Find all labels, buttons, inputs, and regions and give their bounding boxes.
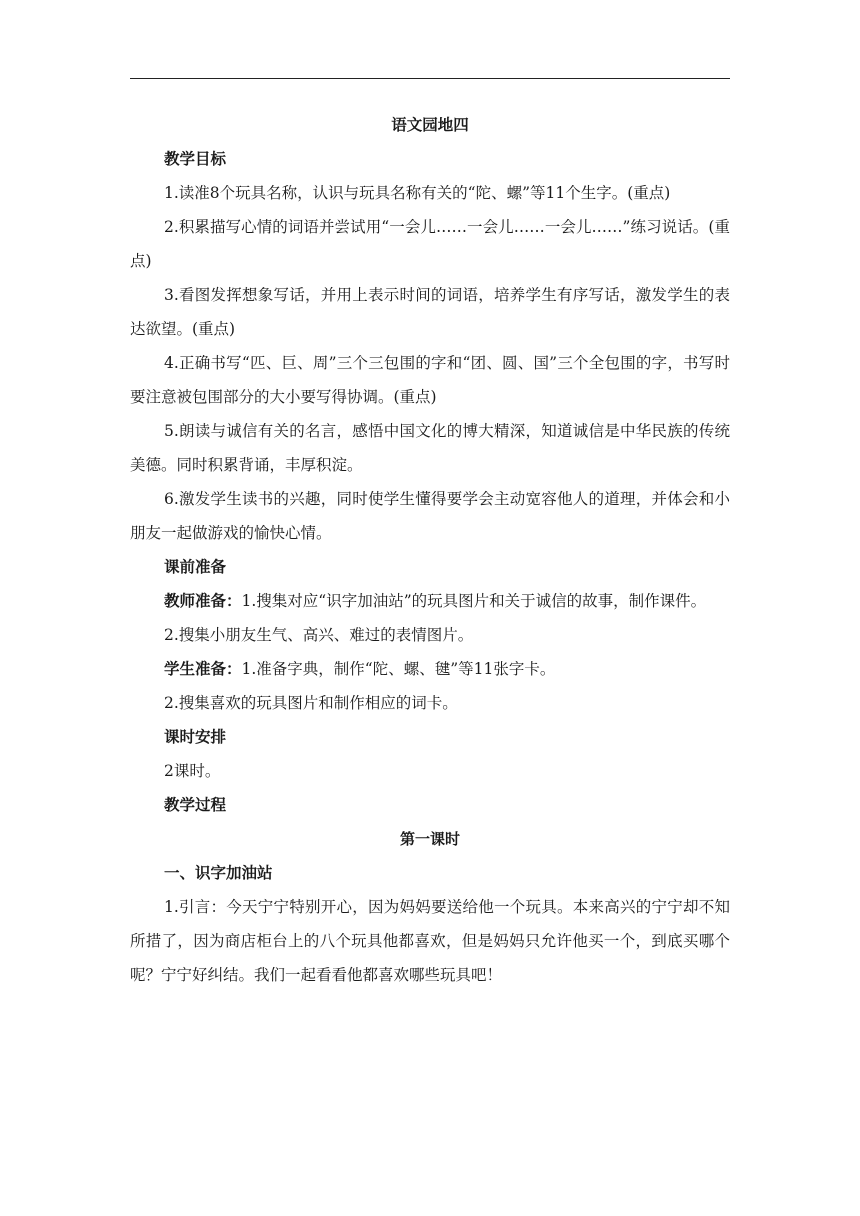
- goal-item: 5.朗读与诚信有关的名言，感悟中国文化的博大精深，知道诚信是中华民族的传统美德。同时积累背诵，丰厚积淀。: [130, 422, 730, 474]
- student-prep-label: 学生准备：: [164, 660, 242, 678]
- process-heading: 教学过程: [164, 796, 227, 814]
- teacher-prep-label: 教师准备：: [164, 592, 242, 610]
- goal-item: 2.积累描写心情的词语并尝试用“一会儿……一会儿……一会儿……”练习说话。(重点): [130, 218, 730, 270]
- document-body: [130, 108, 730, 992]
- prep-heading: 课前准备: [164, 558, 227, 576]
- student-prep-item: 2.搜集喜欢的玩具图片和制作相应的词卡。: [164, 694, 458, 712]
- goal-item: 3.看图发挥想象写话，并用上表示时间的词语，培养学生有序写话，激发学生的表达欲望。(重点): [130, 286, 730, 338]
- teacher-prep-item: [130, 584, 730, 618]
- intro-label: 1.引言：: [164, 898, 227, 916]
- goal-item: 6.激发学生读书的兴趣，同时使学生懂得要学会主动宽容他人的道理，并体会和小朋友一起做游戏的愉快心情。: [130, 490, 730, 542]
- part-heading: 一、识字加油站: [164, 864, 273, 882]
- teacher-prep-text: 1.搜集对应“识字加油站”的玩具图片和关于诚信的故事，制作课件。: [241, 592, 707, 610]
- schedule-text: 2课时。: [164, 762, 221, 780]
- student-prep-item: [130, 652, 730, 686]
- intro-text: 今天宁宁特别开心，因为妈妈要送给他一个玩具。本来高兴的宁宁却不知所措了，因为商店柜台上的八个玩具他都喜欢，但是妈妈只允许他买一个，到底买哪个呢？宁宁好纠结。我们一起看看他都喜欢哪些玩具吧！: [130, 898, 730, 984]
- lesson-title: 第一课时: [399, 830, 460, 848]
- goal-item: 1.读准8个玩具名称，认识与玩具名称有关的“陀、螺”等11个生字。(重点): [164, 184, 671, 202]
- page-title: 语文园地四: [391, 116, 469, 134]
- intro-paragraph: [130, 890, 730, 992]
- teacher-prep-item: 2.搜集小朋友生气、高兴、难过的表情图片。: [164, 626, 474, 644]
- goals-heading: 教学目标: [164, 150, 227, 168]
- student-prep-text: 1.准备字典，制作“陀、螺、毽”等11张字卡。: [241, 660, 556, 678]
- schedule-heading: 课时安排: [164, 728, 227, 746]
- header-rule: [130, 78, 730, 79]
- goal-item: 4.正确书写“匹、巨、周”三个三包围的字和“团、圆、国”三个全包围的字，书写时要注意被包围部分的大小要写得协调。(重点): [130, 354, 730, 406]
